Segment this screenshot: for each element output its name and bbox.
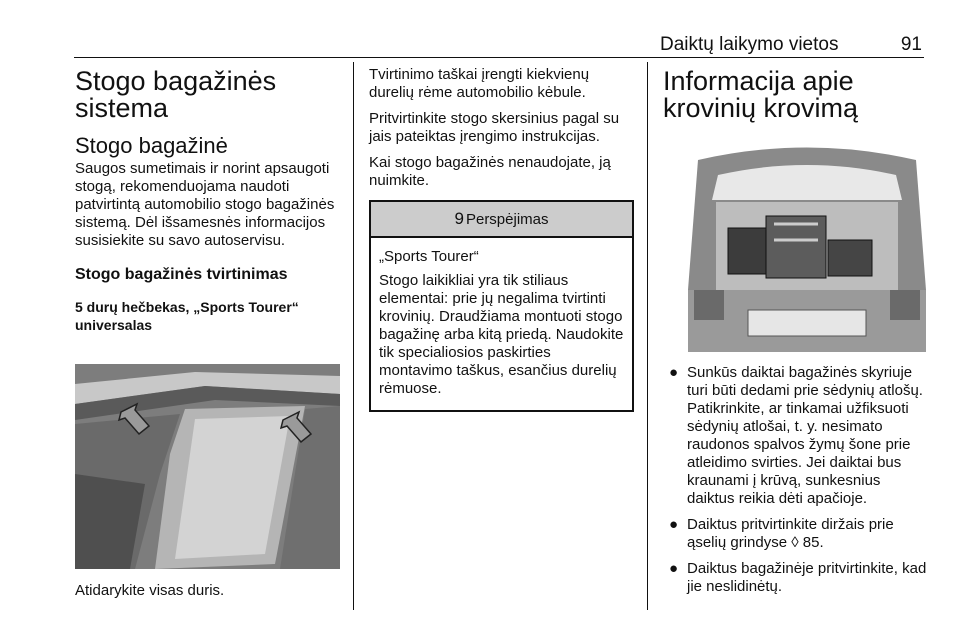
bullet-icon: ● xyxy=(669,560,679,577)
loading-heading: Informacija apie krovinių krovimą xyxy=(663,66,859,123)
warning-box xyxy=(369,200,634,412)
bullet-icon: ● xyxy=(669,516,679,533)
variant-heading: 5 durų hečbekas, „Sports Tourer“ universalas xyxy=(75,299,299,333)
warning-title: Perspėjimas xyxy=(465,210,549,228)
header-title: Daiktų laikymo vietos xyxy=(660,34,839,55)
list-item xyxy=(663,560,931,596)
figure-caption: Atidarykite visas duris. xyxy=(75,582,225,599)
intro-paragraph: Saugos sumetimais ir norint apsaugoti stogą, rekomenduojama naudoti patvirtintą automobilio stogo bagažinės sistemą. Dėl išsamesnės informacijos susisiekite su savo autoservisu. xyxy=(75,160,335,249)
warning-icon: 9 xyxy=(454,209,464,228)
column-right xyxy=(663,62,928,122)
bullet-text: Daiktus pritvirtinkite diržais prie ąselių grindyse ◊ 85. xyxy=(687,516,894,551)
warning-text: Stogo laikikliai yra tik stiliaus elementai: prie jų negalima tvirtinti krovinių. Draudžiama montuoti stogo bagažinę arba kitą priedą. Naudokite tik specialiosios paskirties montavimo taškus, esančius durelių rėmuose. xyxy=(379,272,624,397)
loading-bullets xyxy=(663,364,931,604)
bullet-text: Sunkūs daiktai bagažinės skyriuje turi būti dedami prie sėdynių atlošų. Patikrinkite, ar tinkamai užfiksuoti sėdynių atlošai, t. y. nesimato raudonos spalvos žymų šone prie atleidimo svirties. Jei daiktai bus kraunami į krūvą, sunkesnius daiktus reikia dėti apačioje. xyxy=(687,364,923,507)
column-divider-1 xyxy=(353,62,354,610)
warning-header xyxy=(371,202,632,238)
section-heading: Stogo bagažinės sistema xyxy=(75,66,277,123)
column-divider-2 xyxy=(647,62,648,610)
trunk-illustration xyxy=(688,140,926,352)
warning-body xyxy=(371,238,632,410)
page-number: 91 xyxy=(900,34,922,55)
bullet-text: Daiktus bagažinėje pritvirtinkite, kad jie neslidinėtų. xyxy=(687,560,927,595)
header-rule xyxy=(74,57,924,58)
warning-subtitle: „Sports Tourer“ xyxy=(379,248,479,265)
paragraph-mount-points: Tvirtinimo taškai įrengti kiekvienų durelių rėme automobilio kėbule. xyxy=(369,66,590,101)
paragraph-install: Pritvirtinkite stogo skersinius pagal su jais pateiktas įrengimo instrukcijas. xyxy=(369,110,620,145)
paragraph-remove: Kai stogo bagažinės nenaudojate, ją nuimkite. xyxy=(369,154,611,189)
bullet-icon: ● xyxy=(669,364,679,381)
page-header xyxy=(660,34,922,54)
subsection-heading: Stogo bagažinė xyxy=(75,133,228,158)
list-item xyxy=(663,516,931,552)
column-middle xyxy=(369,66,634,412)
list-item xyxy=(663,364,931,508)
column-left xyxy=(75,62,340,334)
mounting-heading: Stogo bagažinės tvirtinimas xyxy=(75,266,288,283)
door-frame-illustration xyxy=(75,364,340,569)
